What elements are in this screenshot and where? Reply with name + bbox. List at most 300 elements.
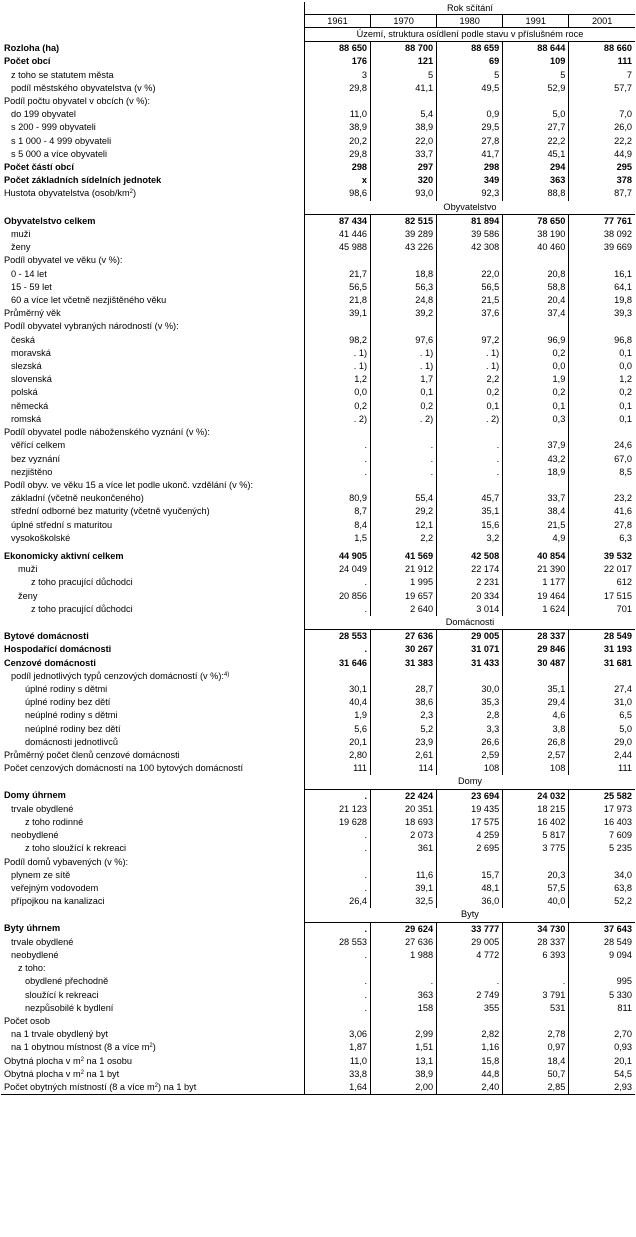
section-spacer (1, 908, 304, 922)
row-label-text: Hustota obyvatelstva (osob/km (4, 188, 130, 199)
row-label (1, 829, 304, 842)
value-cell: 18,4 (503, 1055, 569, 1068)
table-row (1, 709, 635, 722)
footnote-marker: 2 (80, 1069, 84, 1076)
section-title: Byty (304, 908, 635, 922)
value-cell: 28 553 (304, 630, 370, 644)
row-label-text: z toho pracující důchodci (31, 577, 133, 588)
row-label-text: z toho rodinné (25, 816, 84, 827)
value-cell: 0,3 (503, 413, 569, 426)
value-cell: 5,0 (569, 723, 635, 736)
value-cell: . 1) (437, 360, 503, 373)
row-label (1, 816, 304, 829)
row-label (1, 1002, 304, 1015)
value-cell: 2,8 (437, 709, 503, 722)
value-cell: 37,4 (503, 307, 569, 320)
value-cell: 3 791 (503, 989, 569, 1002)
value-cell: 20 334 (437, 590, 503, 603)
value-cell: . (371, 466, 437, 479)
row-label (1, 1081, 304, 1095)
row-label-text: slezská (11, 361, 42, 372)
row-label (1, 268, 304, 281)
value-cell: 97,2 (437, 334, 503, 347)
value-cell: 297 (371, 161, 437, 174)
table-row (1, 683, 635, 696)
value-cell: 30 267 (371, 643, 437, 656)
value-cell: 29,2 (371, 505, 437, 518)
row-label (1, 334, 304, 347)
value-cell: 20 856 (304, 590, 370, 603)
value-cell: 87 434 (304, 214, 370, 228)
year-1961: 1961 (304, 15, 370, 28)
value-cell: 41,7 (437, 148, 503, 161)
value-cell: 1 995 (371, 576, 437, 589)
value-cell (569, 1015, 635, 1028)
value-cell: 5,6 (304, 723, 370, 736)
value-cell: 361 (371, 842, 437, 855)
value-cell (503, 856, 569, 869)
value-cell: 0,2 (503, 347, 569, 360)
value-cell: 31 383 (371, 657, 437, 670)
table-row (1, 505, 635, 518)
value-cell: 3,3 (437, 723, 503, 736)
row-label (1, 1055, 304, 1068)
value-cell: 55,4 (371, 492, 437, 505)
row-label-text: Počet částí obcí (4, 162, 74, 173)
value-cell: 40,0 (503, 895, 569, 908)
row-label-suffix: ) (152, 1042, 156, 1053)
row-label (1, 108, 304, 121)
row-label-text: neúplné rodiny s dětmi (25, 710, 118, 721)
value-cell: 121 (371, 55, 437, 68)
value-cell: 27,8 (569, 519, 635, 532)
row-label (1, 187, 304, 200)
value-cell: 45,7 (437, 492, 503, 505)
table-row (1, 723, 635, 736)
row-label (1, 895, 304, 908)
value-cell: 355 (437, 1002, 503, 1015)
row-label (1, 630, 304, 644)
value-cell: 4 259 (437, 829, 503, 842)
value-cell: 17 575 (437, 816, 503, 829)
table-row (1, 590, 635, 603)
value-cell: 3 014 (437, 603, 503, 616)
value-cell: 158 (371, 1002, 437, 1015)
table-row (1, 174, 635, 187)
value-cell: . (371, 453, 437, 466)
table-row (1, 856, 635, 869)
value-cell: 0,1 (503, 400, 569, 413)
row-label (1, 228, 304, 241)
value-cell: 8,4 (304, 519, 370, 532)
census-table (1, 2, 635, 1095)
value-cell: 56,3 (371, 281, 437, 294)
row-label-text: Podíl obyv. ve věku 15 a více let podle ukonč. vzdělání (v %): (4, 479, 254, 490)
row-label-text: Počet obytných místností (8 a více m (4, 1082, 155, 1093)
row-label (1, 82, 304, 95)
table-row (1, 803, 635, 816)
row-label (1, 254, 304, 267)
value-cell: 7,0 (569, 108, 635, 121)
value-cell: 88 700 (371, 42, 437, 56)
table-row (1, 492, 635, 505)
value-cell: 30,1 (304, 683, 370, 696)
table-row (1, 670, 635, 683)
table-row (1, 82, 635, 95)
row-label (1, 803, 304, 816)
value-cell: 2,44 (569, 749, 635, 762)
table-row (1, 842, 635, 855)
value-cell: 78 650 (503, 214, 569, 228)
value-cell: 0,2 (437, 386, 503, 399)
value-cell: 38 190 (503, 228, 569, 241)
value-cell: 31 071 (437, 643, 503, 656)
value-cell: 12,1 (371, 519, 437, 532)
value-cell: . (304, 789, 370, 803)
value-cell: 15,7 (437, 869, 503, 882)
value-cell: 11,6 (371, 869, 437, 882)
value-cell: . 1) (371, 360, 437, 373)
value-cell: . (371, 975, 437, 988)
value-cell: . (503, 975, 569, 988)
year-1970: 1970 (371, 15, 437, 28)
value-cell: 5 330 (569, 989, 635, 1002)
value-cell: 98,2 (304, 334, 370, 347)
value-cell: 26,8 (503, 736, 569, 749)
value-cell: 56,5 (437, 281, 503, 294)
value-cell: 26,4 (304, 895, 370, 908)
value-cell (569, 670, 635, 683)
row-label (1, 989, 304, 1002)
value-cell: 45,1 (503, 148, 569, 161)
value-cell: 64,1 (569, 281, 635, 294)
table-row (1, 762, 635, 775)
row-label (1, 683, 304, 696)
value-cell: 2,3 (371, 709, 437, 722)
value-cell: 26,6 (437, 736, 503, 749)
row-label (1, 590, 304, 603)
row-label-text: Obytná plocha v m (4, 1055, 81, 1066)
row-label-text: na 1 obytnou místnost (8 a více m (11, 1042, 150, 1053)
year-1980: 1980 (437, 15, 503, 28)
value-cell: 531 (503, 1002, 569, 1015)
value-cell: 39,3 (569, 307, 635, 320)
value-cell (304, 856, 370, 869)
value-cell: 3 (304, 69, 370, 82)
row-label (1, 603, 304, 616)
value-cell: 0,0 (503, 360, 569, 373)
table-row (1, 869, 635, 882)
value-cell (503, 320, 569, 333)
value-cell: 37,6 (437, 307, 503, 320)
table-row (1, 895, 635, 908)
value-cell: . (304, 975, 370, 988)
table-row (1, 1028, 635, 1041)
value-cell: 58,8 (503, 281, 569, 294)
row-label-text: Podíl obyvatel podle náboženského vyznání (v %): (4, 427, 210, 438)
value-cell: 24,8 (371, 294, 437, 307)
value-cell: 2,80 (304, 749, 370, 762)
value-cell: 96,9 (503, 334, 569, 347)
row-label (1, 161, 304, 174)
row-label-text: vysokoškolské (11, 532, 71, 543)
value-cell: 38 092 (569, 228, 635, 241)
value-cell: . (304, 576, 370, 589)
value-cell (569, 856, 635, 869)
row-label (1, 214, 304, 228)
value-cell (371, 479, 437, 492)
table-row (1, 148, 635, 161)
table-row (1, 334, 635, 347)
value-cell: 0,0 (304, 386, 370, 399)
value-cell: 29,4 (503, 696, 569, 709)
value-cell (371, 962, 437, 975)
table-row (1, 400, 635, 413)
footnote-marker: 2 (154, 1083, 158, 1090)
value-cell: 1,16 (437, 1041, 503, 1054)
value-cell: 6,5 (569, 709, 635, 722)
value-cell: 111 (304, 762, 370, 775)
table-row (1, 453, 635, 466)
value-cell: . (304, 989, 370, 1002)
table-row (1, 1002, 635, 1015)
row-label (1, 95, 304, 108)
value-cell: 26,0 (569, 121, 635, 134)
row-label-text: česká (11, 334, 36, 345)
value-cell (569, 426, 635, 439)
value-cell: . (304, 842, 370, 855)
row-label (1, 550, 304, 563)
value-cell: 17 973 (569, 803, 635, 816)
value-cell: 18,9 (503, 466, 569, 479)
value-cell: 612 (569, 576, 635, 589)
year-2001: 2001 (569, 15, 635, 28)
value-cell: 48,1 (437, 882, 503, 895)
row-label (1, 320, 304, 333)
value-cell: x (304, 174, 370, 187)
row-label-text: romská (11, 413, 42, 424)
value-cell: 1,2 (569, 373, 635, 386)
row-label-text: úplné rodiny bez dětí (25, 697, 111, 708)
value-cell: 40 460 (503, 241, 569, 254)
value-cell: 9 094 (569, 949, 635, 962)
value-cell: . (304, 1002, 370, 1015)
value-cell (437, 479, 503, 492)
row-label-text: 0 - 14 let (11, 268, 47, 279)
value-cell: 1,5 (304, 532, 370, 545)
row-label (1, 360, 304, 373)
table-row (1, 439, 635, 452)
value-cell: 1 624 (503, 603, 569, 616)
value-cell (304, 670, 370, 683)
table-row (1, 42, 635, 56)
row-label-text: s 200 - 999 obyvateli (11, 122, 96, 133)
value-cell: 21,5 (437, 294, 503, 307)
row-label (1, 762, 304, 775)
value-cell (371, 320, 437, 333)
value-cell: . (304, 603, 370, 616)
value-cell: 21 123 (304, 803, 370, 816)
row-label (1, 426, 304, 439)
value-cell: 2 231 (437, 576, 503, 589)
value-cell: 24 049 (304, 563, 370, 576)
value-cell: 111 (569, 762, 635, 775)
value-cell: 1,64 (304, 1081, 370, 1095)
value-cell: 31,0 (569, 696, 635, 709)
value-cell: . (304, 869, 370, 882)
value-cell: 80,9 (304, 492, 370, 505)
value-cell: 18 693 (371, 816, 437, 829)
value-cell (371, 1015, 437, 1028)
value-cell (437, 95, 503, 108)
value-cell: 8,7 (304, 505, 370, 518)
table-row (1, 121, 635, 134)
value-cell: 6 393 (503, 949, 569, 962)
value-cell: 38,9 (304, 121, 370, 134)
value-cell: 5 (371, 69, 437, 82)
row-label-text: Domy úhrnem (4, 790, 66, 801)
table-row (1, 603, 635, 616)
value-cell: . (437, 453, 503, 466)
value-cell: 35,3 (437, 696, 503, 709)
value-cell: 19,8 (569, 294, 635, 307)
row-label-text: Obyvatelstvo celkem (4, 215, 96, 226)
value-cell: 294 (503, 161, 569, 174)
table-row (1, 696, 635, 709)
row-label-text: domácnosti jednotlivců (25, 736, 118, 747)
value-cell: 349 (437, 174, 503, 187)
value-cell: 0,1 (569, 400, 635, 413)
row-label (1, 709, 304, 722)
row-label-text: úplné střední s maturitou (11, 519, 113, 530)
row-label (1, 563, 304, 576)
table-row (1, 657, 635, 670)
row-label-text: Podíl počtu obyvatel v obcích (v %): (4, 96, 151, 107)
section-spacer (1, 616, 304, 630)
value-cell: 13,1 (371, 1055, 437, 1068)
row-label-text: úplné rodiny s dětmi (25, 683, 108, 694)
value-cell: 39 289 (371, 228, 437, 241)
row-label-text: do 199 obyvatel (11, 109, 76, 120)
row-label (1, 439, 304, 452)
value-cell (437, 320, 503, 333)
value-cell: 2 640 (371, 603, 437, 616)
table-row (1, 161, 635, 174)
row-label (1, 962, 304, 975)
row-label (1, 505, 304, 518)
value-cell: 18 215 (503, 803, 569, 816)
table-row (1, 882, 635, 895)
table-row (1, 360, 635, 373)
row-label (1, 949, 304, 962)
value-cell: 20,1 (304, 736, 370, 749)
value-cell: 82 515 (371, 214, 437, 228)
row-label (1, 135, 304, 148)
value-cell: 2,57 (503, 749, 569, 762)
value-cell: 41,6 (569, 505, 635, 518)
row-label-text: ženy (18, 590, 38, 601)
value-cell: 41,1 (371, 82, 437, 95)
value-cell (371, 856, 437, 869)
row-label (1, 307, 304, 320)
table-row (1, 1041, 635, 1054)
row-label-text: Počet obcí (4, 56, 51, 67)
value-cell: 56,5 (304, 281, 370, 294)
value-cell: 23 694 (437, 789, 503, 803)
row-label-text: přípojkou na kanalizaci (11, 896, 105, 907)
value-cell: 0,2 (304, 400, 370, 413)
value-cell: 363 (371, 989, 437, 1002)
table-row (1, 95, 635, 108)
value-cell: 11,0 (304, 1055, 370, 1068)
row-label-text: veřejným vodovodem (11, 883, 99, 893)
value-cell: 2,59 (437, 749, 503, 762)
section-title: Obyvatelstvo (304, 201, 635, 215)
value-cell: 27,7 (503, 121, 569, 134)
value-cell (371, 254, 437, 267)
value-cell: 69 (437, 55, 503, 68)
value-cell: 21 390 (503, 563, 569, 576)
value-cell: 3,06 (304, 1028, 370, 1041)
value-cell: . (304, 453, 370, 466)
value-cell: 22 174 (437, 563, 503, 576)
row-label-suffix: ) na 1 byt (157, 1082, 197, 1093)
value-cell (304, 254, 370, 267)
value-cell: 29 005 (437, 936, 503, 949)
row-label-text: nezjištěno (11, 466, 53, 477)
row-label-text: obydlené přechodně (25, 976, 109, 987)
value-cell (569, 479, 635, 492)
row-label (1, 241, 304, 254)
section-header (1, 775, 635, 789)
value-cell: 11,0 (304, 108, 370, 121)
table-row (1, 816, 635, 829)
row-label-text: střední odborné bez maturity (včetně vyučených) (11, 506, 210, 517)
value-cell: . (304, 643, 370, 656)
value-cell (371, 670, 437, 683)
value-cell: 22,2 (569, 135, 635, 148)
table-row (1, 108, 635, 121)
row-label-text: z toho pracující důchodci (31, 603, 133, 614)
value-cell: 320 (371, 174, 437, 187)
row-label-text: ženy (11, 242, 31, 253)
row-label (1, 1068, 304, 1081)
value-cell: 27 636 (371, 936, 437, 949)
value-cell: 21,8 (304, 294, 370, 307)
row-label-suffix: na 1 osobu (83, 1055, 132, 1066)
table-row (1, 989, 635, 1002)
value-cell: 2 073 (371, 829, 437, 842)
value-cell: 29,8 (304, 148, 370, 161)
table-row (1, 187, 635, 200)
table-row (1, 789, 635, 803)
row-label (1, 479, 304, 492)
value-cell: 18,8 (371, 268, 437, 281)
value-cell: 5 817 (503, 829, 569, 842)
row-label-text: bez vyznání (11, 453, 61, 464)
value-cell: 5 (503, 69, 569, 82)
row-label-text: z toho sloužící k rekreaci (25, 843, 127, 854)
value-cell (304, 479, 370, 492)
row-label (1, 696, 304, 709)
value-cell: 28 337 (503, 630, 569, 644)
row-label (1, 413, 304, 426)
table-row (1, 1055, 635, 1068)
value-cell: 20,1 (569, 1055, 635, 1068)
section-title: Území, struktura osídlení podle stavu v příslušném roce (304, 28, 635, 42)
value-cell (569, 254, 635, 267)
value-cell: 30,0 (437, 683, 503, 696)
